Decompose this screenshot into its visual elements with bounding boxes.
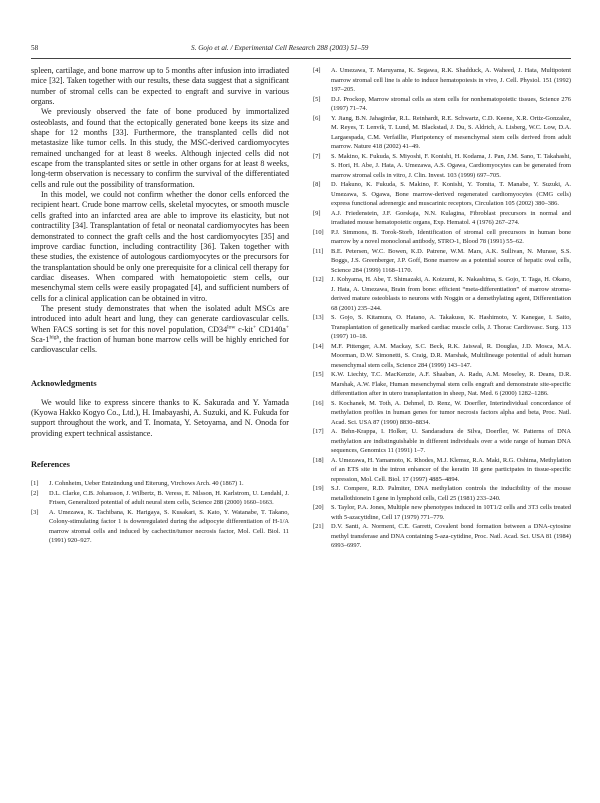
reference-item	[313, 313, 571, 342]
reference-number: [12]	[313, 276, 324, 283]
reference-text: A. Behn-Krappa, I. Holker, U. Sandaradura de Silva, Doerfler, W. Patterns of DNA methylation are indistinguishable in different individuals over a wide range of human DNA sequences, Genomics 11 (1991) 1–7.	[331, 428, 571, 454]
reference-number: [17]	[313, 428, 324, 435]
reference-item	[313, 66, 571, 95]
reference-item	[313, 484, 571, 503]
reference-text: J. Cohnheim, Ueber Entzündung und Eiterung, Virchows Arch. 40 (1867) 1.	[49, 480, 244, 487]
reference-text: S. Gojo, S. Kitamura, O. Hatano, A. Takakusu, K. Hashimoto, Y. Kanegae, I. Saito, Transplantation of genetically marked cardiac muscle cells, J. Thorac Cardiovasc. Surg. 113 (1997) 10–18.	[331, 314, 571, 340]
p4-sup-high: high	[49, 334, 60, 341]
reference-text: D.L. Clarke, C.B. Johansson, J. Wilbertz, B. Veress, E. Nilsson, H. Karlstrom, U. Lendahl, J. Frisen, Generalized potential of adult neural stem cells, Science 288 (2000) 1660–1663.	[49, 489, 289, 506]
reference-number: [7]	[313, 152, 321, 160]
reference-number: [9]	[313, 209, 321, 217]
reference-text: S. Kochanek, M. Toth, A. Dehmel, D. Renz, W. Doerfler, Interindividual concordance of methylation profiles in human genes for tumor necrosis factors alpha and beta, Proc. Natl. Acad. Sci. USA 87 (1990) 8830–8834.	[331, 399, 571, 426]
reference-text: A.J. Friedenstein, J.F. Gorskaja, N.N. Kulagina, Fibroblast precursors in normal and irradiated mouse hematopoietic organs, Exp. Hematol. 4 (1976) 267–274.	[331, 209, 571, 226]
reference-number: [10]	[313, 228, 324, 236]
reference-item	[313, 503, 571, 522]
reference-item	[313, 275, 571, 313]
reference-text: J. Kohyama, H. Abe, T. Shimazaki, A. Koizumi, K. Nakashima, S. Gojo, T. Taga, H. Okano, J. Hata, A. Umezawa, Brain from bone: efficient “meta-differentiation” of marrow stroma-derived mature osteoblasts to neurons with Noggin or a demethylating agent, Differentiation 68 (2001) 235–244.	[331, 276, 571, 312]
acknowledgments-heading: Acknowledgments	[31, 378, 97, 388]
reference-item	[313, 370, 571, 399]
p4-text-c: CD140a	[256, 324, 286, 334]
reference-number: [20]	[313, 504, 324, 511]
reference-number: [1]	[31, 480, 39, 487]
reference-text: A. Umezawa, K. Tachibana, K. Harigaya, S. Kusakari, S. Kato, Y. Watanabe, T. Takano, Colony-stimulating factor 1 is downregulated during the adipocyte differentiation of H-1/A marrow stromal cells and induced by cachectin/tumor necrosis factor, Mol. Cell. Biol. 11 (1991) 920–927.	[49, 508, 289, 544]
right-column	[313, 66, 571, 551]
body-paragraph-1: spleen, cartilage, and bone marrow up to 5 months after infusion into irradiated mice [32]. Taken together with our results, these data suggest that a significant number of stromal cells can be expected to engraft and survive in various organs.	[31, 66, 289, 107]
reference-item	[313, 152, 571, 181]
reference-item	[313, 342, 571, 371]
body-paragraph-3: In this model, we could not confirm whether the donor cells enforced the recipient heart. Crude bone marrow cells, skeletal myocytes, or smooth muscle cells grafted into an infarcted area are able to improve its elasticity, but not contractility [34]. Transplantation of fetal or neonatal cardiomyocytes has been demonstrated to connect the graft cells and the host cardiomyocytes [35] and improve cardiac function, including contractility [36]. Taken together with these studies, the existence of autologous cardiomyocytes or the precursors for the transplantation should be only one prerequisite for a clinical cell therapy for cardiac diseases. When compared with hematopoietic stem cells, our mesenchymal stem cells were easily propagated [4], and sufficient numbers of cells for a clinical application can be obtained in vitro.	[31, 190, 290, 303]
reference-number: [5]	[313, 95, 321, 103]
reference-number: [14]	[313, 342, 324, 350]
reference-number: [2]	[31, 489, 39, 497]
reference-text: K.W. Liechty, T.C. MacKenzie, A.F. Shaaban, A. Radu, A.M. Moseley, R. Deans, D.R. Marshak, A.W. Flake, Human mesenchymal stem cells engraft and demonstrate site-specific differentiation after in utero transplantation in sheep, Nat. Med. 6 (2000) 1282–1286.	[331, 371, 571, 397]
header-rule	[31, 58, 571, 59]
body-paragraph-2: We previously observed the fate of bone produced by immortalized osteoblasts, and found that the ectopically generated bone keeps its size and shape for 12 months [33]. Furthermore, the transplanted cells did not metastasize like tumor cells. In this study, the MSC-derived cardiomyocytes remained unchanged for at least 8 weeks. Although injected cells did not escape from the transplanted sites or settle in other organs for at least 8 weeks, long-term observation is necessary to confirm the survival of the differentiated cells and rule out the possibility of transformation.	[31, 107, 289, 189]
reference-number: [13]	[313, 314, 324, 321]
reference-item	[31, 508, 289, 546]
reference-text: S. Taylor, P.A. Jones, Multiple new phenotypes induced in 10T1/2 cells and 3T3 cells treated with 5-azacytidine, Cell 17 (1979) 771–779.	[331, 504, 571, 521]
reference-text: M.F. Pittenger, A.M. Mackay, S.C. Beck, R.K. Jaiswal, R. Douglas, J.D. Mosca, M.A. Moorman, D.W. Simonetti, S. Craig, D.R. Marshak, Multilineage potential of adult human mesenchymal stem cells, Science 284 (1999) 143–147.	[331, 342, 571, 369]
reference-item	[313, 247, 571, 276]
reference-item	[313, 228, 571, 247]
references-list-right	[313, 66, 571, 551]
body-paragraph-4	[31, 304, 289, 356]
reference-item	[313, 114, 571, 152]
p4-sup-plus-2: +	[285, 323, 290, 330]
references-list-left	[31, 479, 289, 546]
page-header	[31, 44, 571, 56]
acknowledgments-text: We would like to express sincere thanks to K. Sakurada and Y. Yamada (Kyowa Hakko Kogyo Co., Ltd.), H. Imabayashi, A. Suzuki, and K. Fukuda for support throughout the work, and T. Inomata, Y. Setoyama, and N. Onoda for providing expert technical assistance.	[31, 397, 289, 438]
reference-text: D.J. Prockop, Marrow stromal cells as stem cells for nonhematopoietic tissues, Science 276 (1997) 71–74.	[331, 95, 571, 112]
reference-text: A. Umezawa, T. Maruyama, K. Segawa, R.K. Shadduck, A. Waheed, J. Hata, Multipotent marrow stromal cell line is able to induce hematopoiesis in vivo, J. Cell. Physiol. 151 (1992) 197–205.	[331, 67, 571, 93]
reference-item	[313, 209, 571, 228]
p4-text-e: , the fraction of human bone marrow cells will be highly enriched for cardiovascular cells.	[31, 334, 289, 355]
reference-item	[313, 456, 571, 485]
p4-sup-plus-1: +	[253, 323, 257, 330]
reference-text: P.J. Simmons, B. Torok-Storb, Identification of stromal cell precursors in human bone marrow by a novel monoclonal antibody, STRO-1, Blood 78 (1991) 55–62.	[331, 228, 571, 245]
reference-item	[313, 399, 571, 428]
reference-text: Y. Jiang, B.N. Jahagirdar, R.L. Reinhardt, R.E. Schwartz, C.D. Keene, X.R. Ortiz-Gonzalez, M. Reyes, T. Lenvik, T. Lund, M. Blackstad, J. Du, S. Aldrich, A. Lisberg, W.C. Low, D.A. Largaespada, C.M. Verfaillie, Pluripotency of mesenchymal stem cells derived from adult marrow. Nature 418 (2002) 41–49.	[331, 114, 571, 150]
p4-text-d: Sca-1	[31, 334, 50, 344]
reference-number: [6]	[313, 114, 321, 122]
reference-item	[313, 427, 571, 456]
reference-number: [19]	[313, 485, 324, 492]
p4-sup-low: low	[227, 323, 236, 330]
reference-number: [21]	[313, 523, 324, 530]
reference-number: [18]	[313, 456, 324, 464]
reference-text: D. Hakuno, K. Fukuda, S. Makino, F. Konishi, Y. Tomita, T. Manabe, Y. Suzuki, A. Umezawa, S. Ogawa, Bone marrow-derived regenerated cardiomyocytes (CMG cells) express functional adrenergic and muscarinic receptors, Circulation 105 (2002) 380–386.	[331, 181, 571, 207]
reference-item	[313, 95, 571, 114]
p4-text-b: c-kit	[235, 324, 254, 334]
left-column	[31, 66, 289, 546]
reference-number: [15]	[313, 371, 324, 378]
reference-text: A. Umezawa, H. Yamamoto, K. Rhodes, M.J. Klemsz, R.A. Maki, R.G. Oshima, Methylation of an ETS site in the intron enhancer of the keratin 18 gene participates in tissue-specific repression, Mol. Cell. Biol. 17 (1997) 4885–4894.	[331, 456, 571, 483]
references-heading: References	[31, 460, 70, 469]
p4-text-a: The present study demonstrates that when the isolated adult MSCs are introduced into adult heart and lung, they can generate cardiovascular cells. When FACS sorting is set for this novel population, CD34	[31, 303, 289, 334]
reference-text: S. Makino, K. Fukuda, S. Miyoshi, F. Konishi, H. Kodama, J. Pan, J.M. Sano, T. Takahashi, S. Hori, H. Abe, J. Hata, A. Umezawa, A.S. Ogawa, Cardiomyocytes can be generated from marrow stromal cells in vitro, J. Clin. Invest. 103 (1999) 697–705.	[331, 152, 571, 179]
reference-item	[313, 522, 571, 551]
reference-item	[31, 479, 289, 489]
reference-text: D.V. Santi, A. Norment, C.E. Garrett, Covalent bond formation between a DNA-cytosine methyl transferase and DNA containing 5-aza-cytidine, Proc. Natl. Acad. Sci. USA 81 (1984) 6993–6997.	[331, 523, 571, 549]
running-head: S. Gojo et al. / Experimental Cell Research 288 (2003) 51–59	[191, 44, 369, 52]
reference-item	[313, 180, 571, 209]
page-number: 58	[31, 44, 39, 52]
reference-number: [4]	[313, 67, 321, 74]
reference-number: [11]	[313, 247, 324, 255]
reference-number: [16]	[313, 399, 324, 407]
reference-text: B.E. Petersen, W.C. Bowen, K.D. Patrene, W.M. Mars, A.K. Sullivan, N. Murase, S.S. Boggs, J.S. Greenberger, J.P. Goff, Bone marrow as a potential source of hepatic oval cells, Science 284 (1999) 1168–1170.	[331, 247, 571, 274]
reference-item	[31, 489, 289, 508]
reference-text: S.J. Compere, R.D. Palmiter, DNA methylation controls the inducibility of the mouse metallothionein I gene in lymphoid cells, Cell 25 (1981) 233–240.	[331, 485, 571, 502]
reference-number: [3]	[31, 508, 39, 516]
reference-number: [8]	[313, 181, 321, 188]
